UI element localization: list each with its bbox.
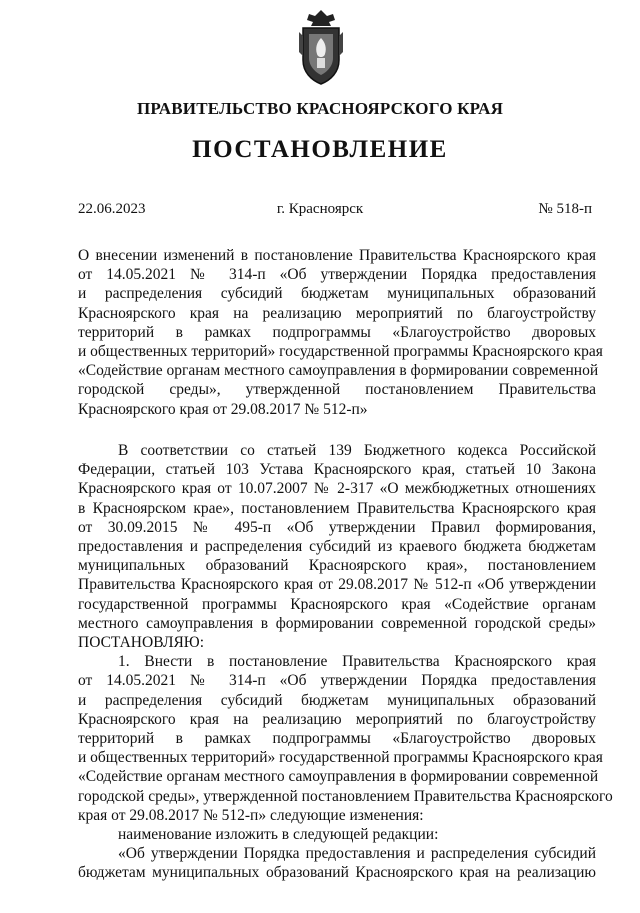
body-line: и общественных территорий» государственной программы Красноярского края xyxy=(78,749,603,767)
organization-title: ПРАВИТЕЛЬСТВО КРАСНОЯРСКОГО КРАЯ xyxy=(136,99,504,118)
body-line: «Содействие органам местного самоуправления в формировании современной xyxy=(78,768,599,786)
body-line: в Красноярском крае», постановлением Правительства Красноярского края xyxy=(78,499,596,517)
subject-line: О внесении изменений в постановление Правительства Красноярского края xyxy=(78,247,596,264)
body-line: предоставления и распределения субсидий из краевого бюджета бюджетам xyxy=(78,538,596,556)
body-line: «Об утверждении Порядка предоставления и распределения субсидий xyxy=(118,845,596,863)
subject-line: от 14.05.2021 № 314-п «Об утверждении Порядка предоставления xyxy=(78,266,596,284)
body-line: территорий в рамках подпрограммы «Благоустройство дворовых xyxy=(78,730,596,748)
subject-line: «Содействие органам местного самоуправления в формировании современной xyxy=(78,362,599,380)
body-line: Правительства Красноярского края от 29.08.2017 № 512-п «Об утверждении xyxy=(78,576,596,594)
subject-line: и общественных территорий» государственной программы Красноярского края xyxy=(78,343,603,361)
document-type-title: ПОСТАНОВЛЕНИЕ xyxy=(192,136,448,163)
body-line: государственной программы Красноярского края «Содействие органам xyxy=(78,595,596,613)
coat-of-arms-emblem xyxy=(295,8,347,88)
body-line: городской среды», утвержденной постановлением Правительства Красноярского xyxy=(78,787,613,805)
body-line: наименование изложить в следующей редакции: xyxy=(118,826,439,844)
body-line: Красноярского края на реализацию мероприятий по благоустройству xyxy=(78,710,596,728)
resolution-word: ПОСТАНОВЛЯЮ: xyxy=(78,634,205,652)
subject-line: территорий в рамках подпрограммы «Благоустройство дворовых xyxy=(78,323,596,341)
body-line: муниципальных образований Красноярского края», постановлением xyxy=(78,557,596,575)
body-line: 1. Внести в постановление Правительства Красноярского края xyxy=(118,653,596,671)
body-line: и распределения субсидий бюджетам муниципальных образований xyxy=(78,691,596,709)
subject-line: и распределения субсидий бюджетам муниципальных образований xyxy=(78,285,596,303)
body-line: В соответствии со статьей 139 Бюджетного кодекса Российской xyxy=(118,442,596,459)
body-line: от 30.09.2015 № 495-п «Об утверждении Правил формирования, xyxy=(78,518,596,536)
body-line: края от 29.08.2017 № 512-п» следующие изменения: xyxy=(78,806,424,824)
document-number: № 518-п xyxy=(538,201,592,217)
body-line: местного самоуправления в формировании современной городской среды» xyxy=(78,614,596,632)
document-body xyxy=(78,441,613,883)
body-line: от 14.05.2021 № 314-п «Об утверждении Порядка предоставления xyxy=(78,672,596,690)
subject-line: городской среды», утвержденной постановлением Правительства xyxy=(78,381,596,399)
subject-line: Красноярского края от 29.08.2017 № 512-п» xyxy=(78,400,368,418)
subject-line: Красноярского края на реализацию мероприятий по благоустройству xyxy=(78,304,596,322)
document-city: г. Красноярск xyxy=(276,201,364,217)
body-line: Федерации, статьей 103 Устава Красноярского края, статьей 10 Закона xyxy=(78,461,596,479)
body-line: бюджетам муниципальных образований Красноярского края на реализацию xyxy=(78,864,596,882)
document-subject xyxy=(78,246,603,419)
body-line: Красноярского края от 10.07.2007 № 2-317 «О межбюджетных отношениях xyxy=(78,480,596,498)
document-date: 22.06.2023 xyxy=(78,201,146,217)
